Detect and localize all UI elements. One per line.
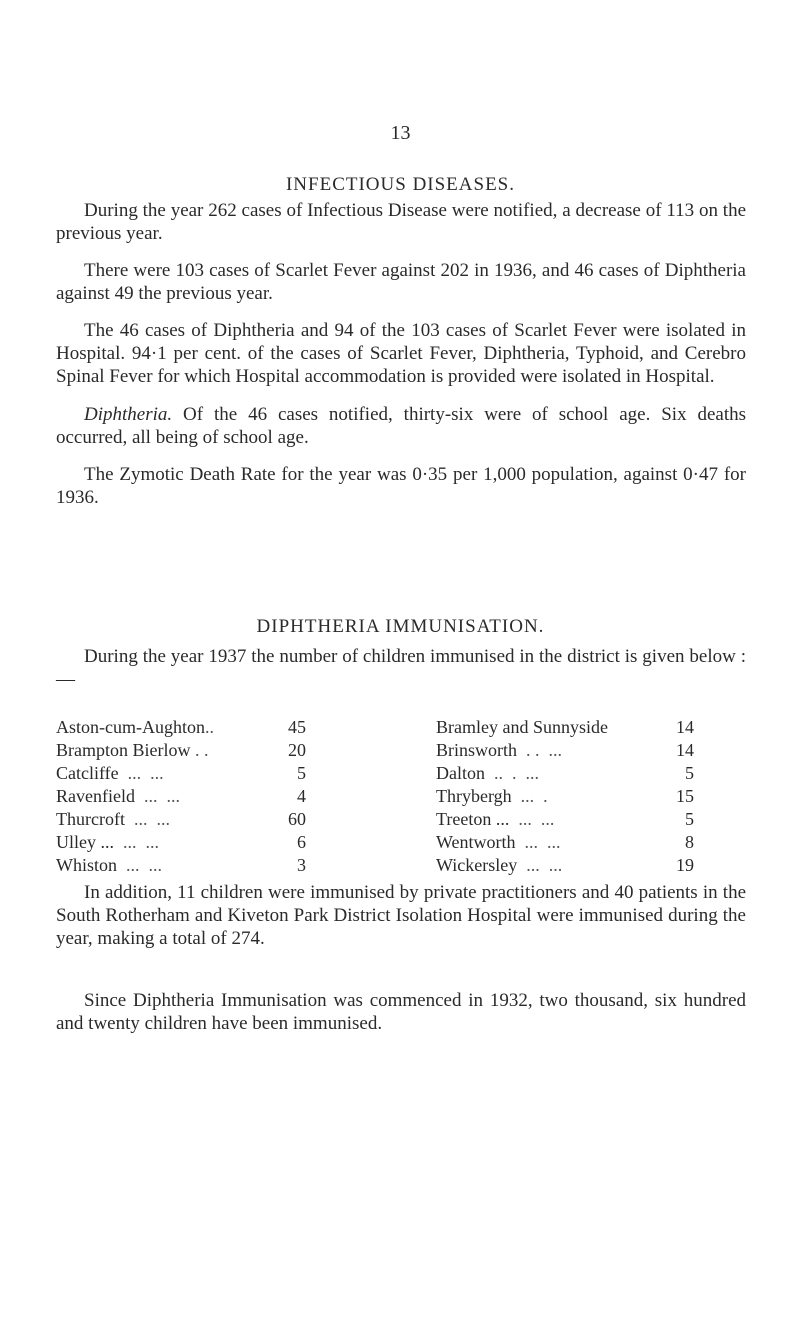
section-heading-diphtheria-immunisation: DIPHTHERIA IMMUNISATION. (256, 616, 545, 637)
leader-dots (608, 716, 676, 739)
leader-dots: . . ... (517, 740, 562, 760)
district-name: Brampton Bierlow (56, 740, 191, 760)
leader-dots: ... ... (134, 786, 180, 806)
district-name: Ravenfield (56, 786, 135, 806)
table-row (436, 854, 694, 877)
district-name: Dalton (436, 763, 485, 783)
district-name: Thrybergh (436, 786, 512, 806)
page-number: 13 (390, 122, 411, 144)
children-immunised-count: 3 (297, 855, 306, 875)
section-heading-infectious-diseases: INFECTIOUS DISEASES. (285, 174, 516, 195)
children-immunised-count: 14 (676, 717, 694, 737)
leader-dots: ... ... (117, 855, 162, 875)
district-name: Bramley and Sunnyside (436, 717, 608, 737)
table-row (436, 739, 694, 762)
paragraph-additional-immunisations-text: In addition, 11 children were immunised by private practitioners and 40 patients in the South Rotherham and Kiveton Park District Isolation Hospital were immunised during the year, making a total of 274. (56, 882, 746, 949)
district-name: Wickersley (436, 855, 518, 875)
leader-dots: ... ... (124, 809, 170, 829)
children-immunised-count: 6 (297, 832, 306, 852)
paragraph-diphtheria (56, 403, 746, 449)
leader-dots: .. (204, 717, 214, 737)
district-name: Ulley ... (56, 832, 114, 852)
table-row (436, 716, 694, 739)
district-name: Catcliffe (56, 763, 119, 783)
table-row (56, 808, 306, 831)
paragraph-zymotic-rate (56, 463, 746, 509)
table-row (56, 762, 306, 785)
leader-dots: ... . (511, 786, 548, 806)
leader-dots: ... ... (118, 763, 164, 783)
table-row (56, 716, 306, 739)
paragraph-zymotic-rate-text: The Zymotic Death Rate for the year was 0·35 per 1,000 population, against 0·47 for 1936. (56, 464, 746, 508)
children-immunised-count: 4 (297, 786, 306, 806)
paragraph-immunisation-intro-text: During the year 1937 the number of children immunised in the district is given below :— (56, 646, 746, 690)
paragraph-notified-text: During the year 262 cases of Infectious Disease were notified, a decrease of 113 on the previous year. (56, 200, 746, 244)
paragraph-diphtheria-text: Of the 46 cases notified, thirty-six were of school age. Six deaths occurred, all being of school age. (56, 404, 746, 448)
district-name: Whiston (56, 855, 117, 875)
leader-dots: ... ... (114, 832, 159, 852)
table-row (56, 831, 306, 854)
children-immunised-count: 5 (685, 809, 694, 829)
immunisation-table-left (56, 716, 306, 877)
paragraph-immunisation-intro (56, 645, 746, 691)
children-immunised-count: 14 (676, 740, 694, 760)
children-immunised-count: 60 (288, 809, 306, 829)
table-row (436, 831, 694, 854)
district-name: Aston-cum-Aughton (56, 717, 205, 737)
leader-dots: ... ... (517, 855, 563, 875)
table-row (56, 785, 306, 808)
paragraph-diphtheria-label: Diphtheria. (84, 404, 173, 425)
leader-dots: . . (190, 740, 209, 760)
paragraph-notified (56, 199, 746, 245)
leader-dots: ... ... (509, 809, 555, 829)
children-immunised-count: 19 (676, 855, 694, 875)
table-row (436, 762, 694, 785)
children-immunised-count: 20 (288, 740, 306, 760)
table-row (436, 808, 694, 831)
leader-dots: ... ... (515, 832, 561, 852)
table-row (56, 854, 306, 877)
table-row (436, 785, 694, 808)
immunisation-table-right (436, 716, 694, 877)
paragraph-scarlet-fever-text: There were 103 cases of Scarlet Fever against 202 in 1936, and 46 cases of Diphtheria against 49 the previous year. (56, 260, 746, 304)
district-name: Treeton ... (436, 809, 510, 829)
district-name: Thurcroft (56, 809, 125, 829)
table-row (56, 739, 306, 762)
paragraph-scarlet-fever (56, 259, 746, 305)
paragraph-since-1932-text: Since Diphtheria Immunisation was commenced in 1932, two thousand, six hundred and twenty children have been immunised. (56, 990, 746, 1034)
children-immunised-count: 15 (676, 786, 694, 806)
leader-dots: .. . ... (485, 763, 539, 783)
district-name: Wentworth (436, 832, 516, 852)
paragraph-isolation (56, 319, 746, 388)
children-immunised-count: 5 (297, 763, 306, 783)
paragraph-since-1932 (56, 989, 746, 1035)
children-immunised-count: 45 (288, 717, 306, 737)
children-immunised-count: 8 (685, 832, 694, 852)
children-immunised-count: 5 (685, 763, 694, 783)
paragraph-additional-immunisations (56, 881, 746, 950)
district-name: Brinsworth (436, 740, 517, 760)
paragraph-isolation-text: The 46 cases of Diphtheria and 94 of the 103 cases of Scarlet Fever were isolated in Hospital. 94·1 per cent. of the cases of Scarlet Fever, Diphtheria, Typhoid, and Cerebro Spinal Fever for which Hospital accommodation is provided were isolated in Hospital. (56, 320, 746, 387)
